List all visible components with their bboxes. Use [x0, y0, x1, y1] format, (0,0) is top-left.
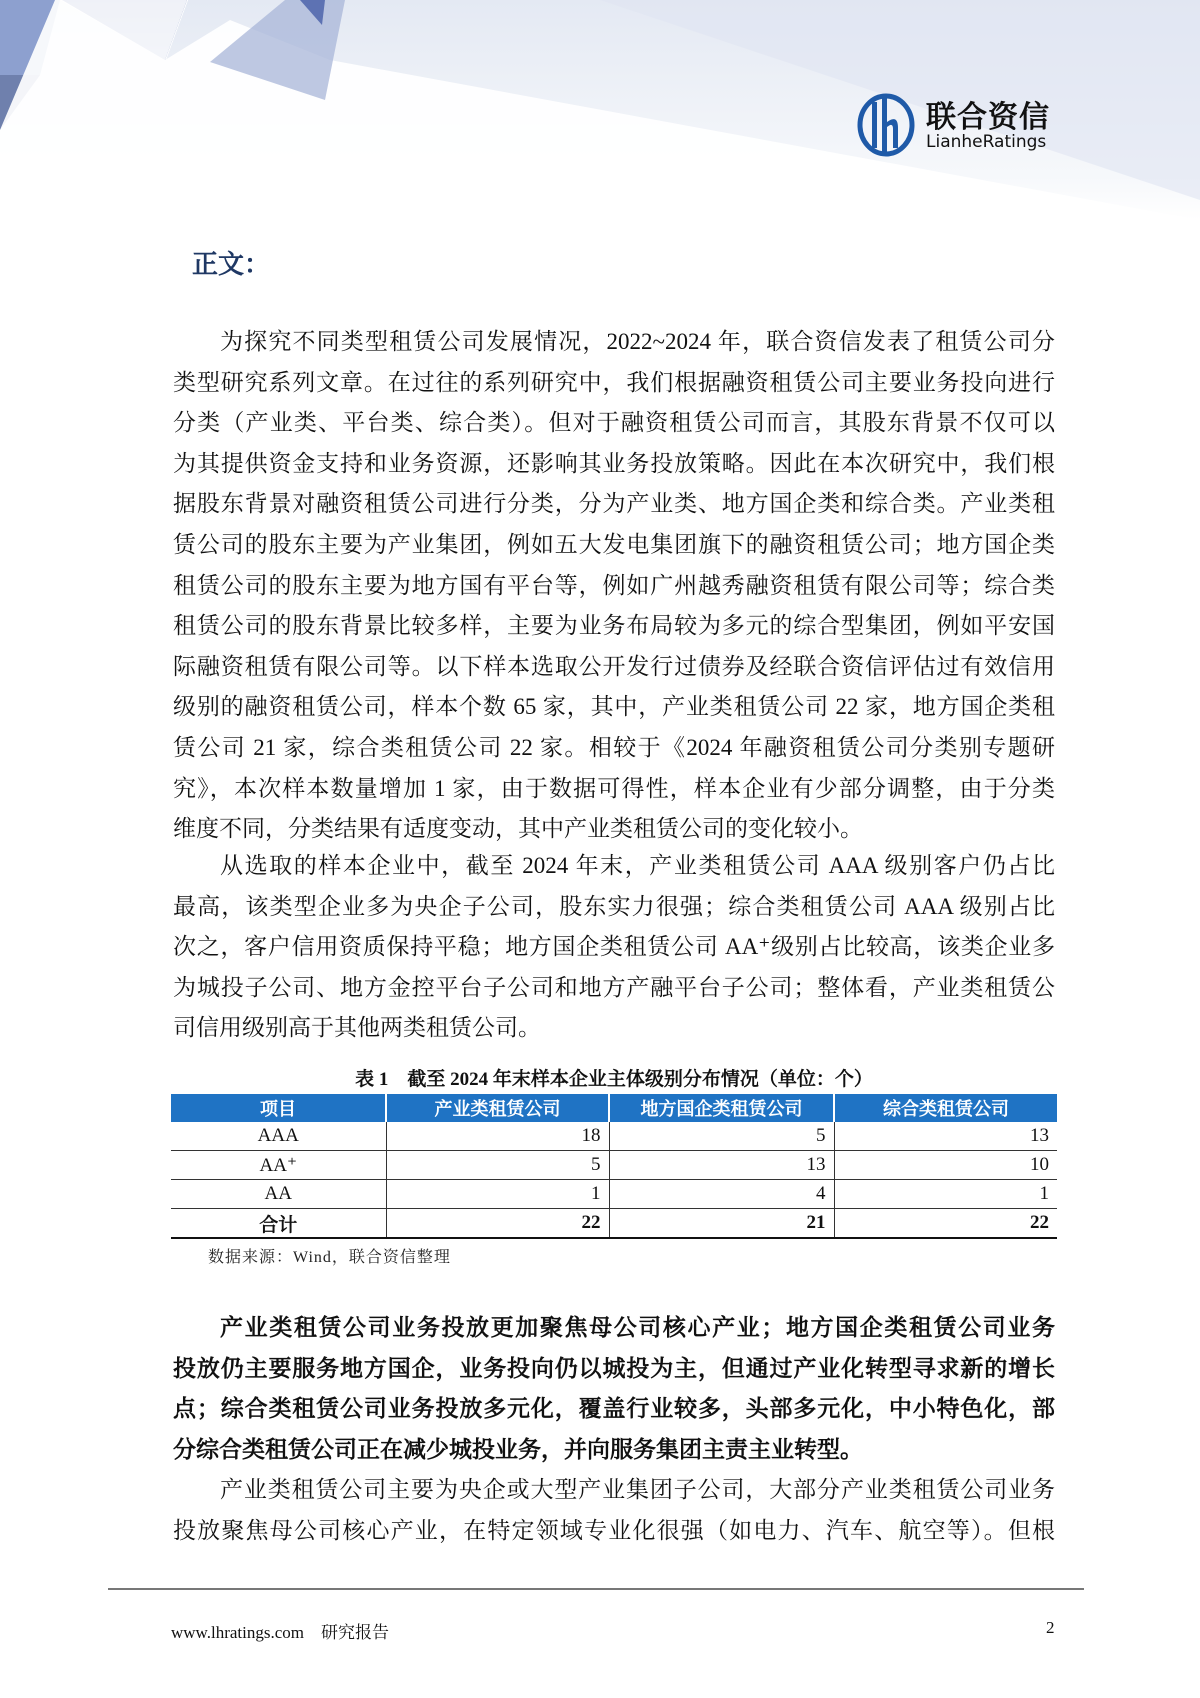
table-cell: 合计 — [171, 1209, 386, 1239]
table-cell: 1 — [834, 1180, 1057, 1209]
logo-mark-icon — [856, 92, 918, 158]
paragraph-key-finding — [173, 1308, 1055, 1470]
column-header: 产业类租赁公司 — [386, 1094, 609, 1122]
text-line: 为其提供资金支持和业务资源，还影响其业务投放策略。因此在本次研究中，我们根 — [173, 450, 1055, 476]
table-cell: 13 — [834, 1122, 1057, 1151]
footer-label: 研究报告 — [321, 1623, 389, 1642]
rating-distribution-table — [171, 1094, 1057, 1239]
table-cell: AA — [171, 1180, 386, 1209]
text-line: 租赁公司的股东主要为地方国有平台等，例如广州越秀融资租赁有限公司等；综合类 — [173, 572, 1055, 598]
text-line: 维度不同，分类结果有适度变动，其中产业类租赁公司的变化较小。 — [173, 816, 863, 842]
paragraph-intro — [173, 322, 1055, 850]
table-cell: 1 — [386, 1180, 609, 1209]
table-row — [171, 1151, 1057, 1180]
text-line: 究》，本次样本数量增加 1 家，由于数据可得性，样本企业有少部分调整，由于分类 — [173, 775, 1055, 801]
table-cell: 13 — [609, 1151, 834, 1180]
table-cell: 22 — [386, 1209, 609, 1239]
text-line: 产业类租赁公司业务投放更加聚焦母公司核心产业；地方国企类租赁公司业务 — [220, 1315, 1055, 1340]
table-cell: 10 — [834, 1151, 1057, 1180]
text-line: 司信用级别高于其他两类租赁公司。 — [173, 1015, 541, 1041]
table-cell: 22 — [834, 1209, 1057, 1239]
text-line: 分综合类租赁公司正在减少城投业务，并向服务集团主责主业转型。 — [173, 1436, 863, 1462]
text-line: 最高，该类型企业多为央企子公司，股东实力很强；综合类租赁公司 AAA 级别占比 — [173, 893, 1055, 919]
column-header: 项目 — [171, 1094, 386, 1122]
text-line: 从选取的样本企业中，截至 2024 年末，产业类租赁公司 AAA 级别客户仍占比 — [220, 853, 1055, 878]
paragraph-rating-summary — [173, 846, 1055, 1049]
table-cell: 5 — [609, 1122, 834, 1151]
footer-url[interactable]: www.lhratings.com — [171, 1623, 304, 1642]
table-cell: 21 — [609, 1209, 834, 1239]
lianhe-ratings-logo — [856, 90, 1066, 160]
page-number: 2 — [1046, 1618, 1055, 1637]
text-line: 为探究不同类型租赁公司发展情况，2022~2024 年，联合资信发表了租赁公司分 — [220, 329, 1055, 354]
text-line: 产业类租赁公司主要为央企或大型产业集团子公司，大部分产业类租赁公司业务 — [220, 1477, 1055, 1502]
table-source: 数据来源：Wind，联合资信整理 — [208, 1249, 451, 1266]
text-line: 类型研究系列文章。在过往的系列研究中，我们根据融资租赁公司主要业务投向进行 — [173, 369, 1055, 395]
text-line: 赁公司 21 家，综合类租赁公司 22 家。相较于《2024 年融资租赁公司分类别专题研 — [173, 734, 1055, 760]
table-cell: AA⁺ — [171, 1151, 386, 1180]
table-cell: 5 — [386, 1151, 609, 1180]
table-header-row — [171, 1094, 1057, 1122]
paragraph-industry-lessors — [173, 1470, 1055, 1551]
table-row — [171, 1122, 1057, 1151]
column-header: 地方国企类租赁公司 — [609, 1094, 834, 1122]
footer-site — [171, 1618, 389, 1643]
text-line: 投放聚焦母公司核心产业，在特定领域专业化很强（如电力、汽车、航空等）。但根 — [173, 1517, 1055, 1543]
text-line: 际融资租赁有限公司等。以下样本选取公开发行过债券及经联合资信评估过有效信用 — [173, 653, 1055, 679]
text-line: 赁公司的股东主要为产业集团，例如五大发电集团旗下的融资租赁公司；地方国企类 — [173, 531, 1055, 557]
logo-text-cn: 联合资信 — [926, 100, 1050, 135]
table-row — [171, 1180, 1057, 1209]
table-caption: 表 1 截至 2024 年末样本企业主体级别分布情况（单位：个） — [355, 1069, 873, 1090]
table-total-row — [171, 1209, 1057, 1239]
table-cell: AAA — [171, 1122, 386, 1151]
text-line: 级别的融资租赁公司，样本个数 65 家，其中，产业类租赁公司 22 家，地方国企类租 — [173, 694, 1055, 720]
logo-text-en: LianheRatings — [926, 132, 1047, 152]
text-line: 据股东背景对融资租赁公司进行分类，分为产业类、地方国企类和综合类。产业类租 — [173, 491, 1055, 517]
footer-divider — [108, 1588, 1084, 1590]
text-line: 为城投子公司、地方金控平台子公司和地方产融平台子公司；整体看，产业类租赁公 — [173, 974, 1055, 1000]
column-header: 综合类租赁公司 — [834, 1094, 1057, 1122]
table-cell: 18 — [386, 1122, 609, 1151]
section-heading: 正文： — [192, 250, 271, 280]
text-line: 投放仍主要服务地方国企，业务投向仍以城投为主，但通过产业化转型寻求新的增长 — [173, 1355, 1055, 1381]
table-cell: 4 — [609, 1180, 834, 1209]
text-line: 点；综合类租赁公司业务投放多元化，覆盖行业较多，头部多元化，中小特色化，部 — [173, 1396, 1055, 1422]
text-line: 分类（产业类、平台类、综合类）。但对于融资租赁公司而言，其股东背景不仅可以 — [173, 410, 1055, 436]
text-line: 次之，客户信用资质保持平稳；地方国企类租赁公司 AA⁺级别占比较高，该类企业多 — [173, 934, 1055, 960]
text-line: 租赁公司的股东背景比较多样，主要为业务布局较为多元的综合型集团，例如平安国 — [173, 613, 1055, 639]
